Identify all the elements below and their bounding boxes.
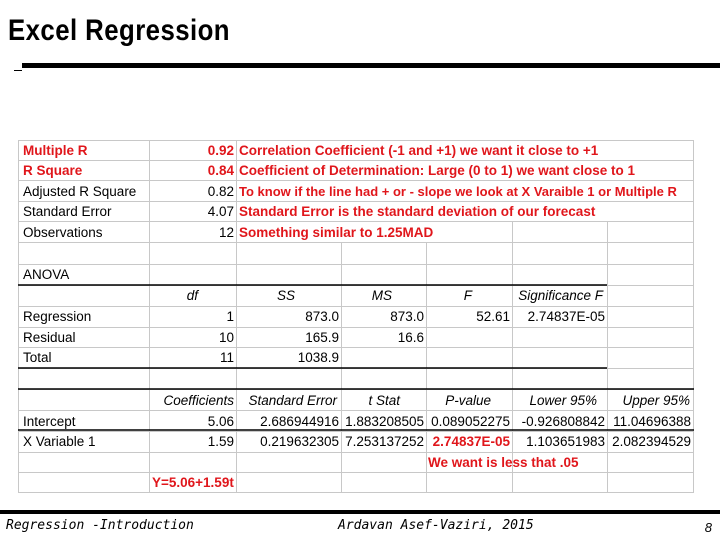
summary-value: 0.84 (207, 163, 234, 178)
anova-label: ANOVA (23, 267, 70, 282)
coef-header: Lower 95% (529, 393, 597, 408)
coef-cell: 1.103651983 (526, 434, 605, 449)
anova-cell: 16.6 (397, 330, 424, 345)
coef-row-label: Intercept (23, 414, 76, 429)
anova-header: SS (276, 288, 295, 303)
summary-note: Correlation Coefficient (-1 and +1) we want it close to +1 (239, 143, 599, 158)
footer-course-title: Regression -Introduction (6, 518, 194, 533)
coef-cell: 2.082394529 (612, 434, 691, 449)
coef-row-label: X Variable 1 (23, 434, 96, 449)
anova-cell: 873.0 (390, 309, 424, 324)
summary-label: Adjusted R Square (23, 184, 137, 199)
coef-cell: 2.686944916 (260, 414, 339, 429)
coef-header: t Stat (368, 393, 400, 408)
coef-cell: -0.926808842 (521, 414, 605, 429)
anova-header: Significance F (518, 288, 603, 303)
anova-cell: 10 (218, 330, 234, 345)
anova-cell: 165.9 (305, 330, 339, 345)
title-divider (22, 63, 720, 68)
footer-author: Ardavan Asef-Vaziri, 2015 (338, 518, 534, 533)
anova-row-label: Residual (23, 330, 76, 345)
coef-header: P-value (445, 393, 491, 408)
anova-header: F (463, 288, 472, 303)
anova-cell: 1 (226, 309, 234, 324)
regression-output-table (18, 140, 694, 493)
regression-equation: Y=5.06+1.59t (152, 475, 234, 490)
summary-label: Multiple R (23, 143, 88, 158)
summary-label: Standard Error (23, 204, 112, 219)
coef-header: Coefficients (163, 393, 234, 408)
footer-divider (0, 510, 720, 514)
summary-value: 12 (218, 225, 234, 240)
coef-cell: 5.06 (207, 414, 234, 429)
coef-cell: 7.253137252 (345, 434, 424, 449)
anova-row-label: Total (23, 350, 52, 365)
coef-header: Upper 95% (622, 393, 690, 408)
page-number: 8 (704, 520, 712, 535)
coef-header: Standard Error (248, 393, 337, 408)
summary-value: 4.07 (207, 204, 234, 219)
coef-cell: 1.883208505 (345, 414, 424, 429)
title-divider-accent (14, 70, 22, 71)
summary-label: Observations (23, 225, 103, 240)
pvalue-note: We want is less that .05 (428, 455, 579, 470)
anova-row-label: Regression (23, 309, 92, 324)
anova-cell: 1038.9 (297, 350, 339, 365)
summary-note: Standard Error is the standard deviation of our forecast (239, 204, 596, 219)
summary-note: To know if the line had + or - slope we look at X Varaible 1 or Multiple R (239, 184, 677, 199)
summary-label: R Square (23, 163, 83, 178)
coef-cell: 0.089052275 (431, 414, 510, 429)
summary-value: 0.92 (207, 143, 234, 158)
anova-cell: 52.61 (476, 309, 510, 324)
slide-title: Excel Regression (8, 14, 230, 47)
anova-cell: 873.0 (305, 309, 339, 324)
anova-cell: 11 (219, 350, 234, 365)
coef-cell: 0.219632305 (260, 434, 339, 449)
summary-note: Something similar to 1.25MAD (239, 225, 434, 240)
summary-note: Coefficient of Determination: Large (0 to 1) we want close to 1 (239, 163, 636, 178)
anova-header: MS (371, 288, 392, 303)
coef-cell-pvalue-highlight: 2.74837E-05 (432, 434, 510, 449)
anova-header: df (186, 288, 198, 303)
coef-cell: 11.04696388 (613, 414, 691, 429)
anova-cell: 2.74837E-05 (527, 309, 605, 324)
summary-value: 0.82 (207, 184, 234, 199)
coef-cell: 1.59 (207, 434, 234, 449)
